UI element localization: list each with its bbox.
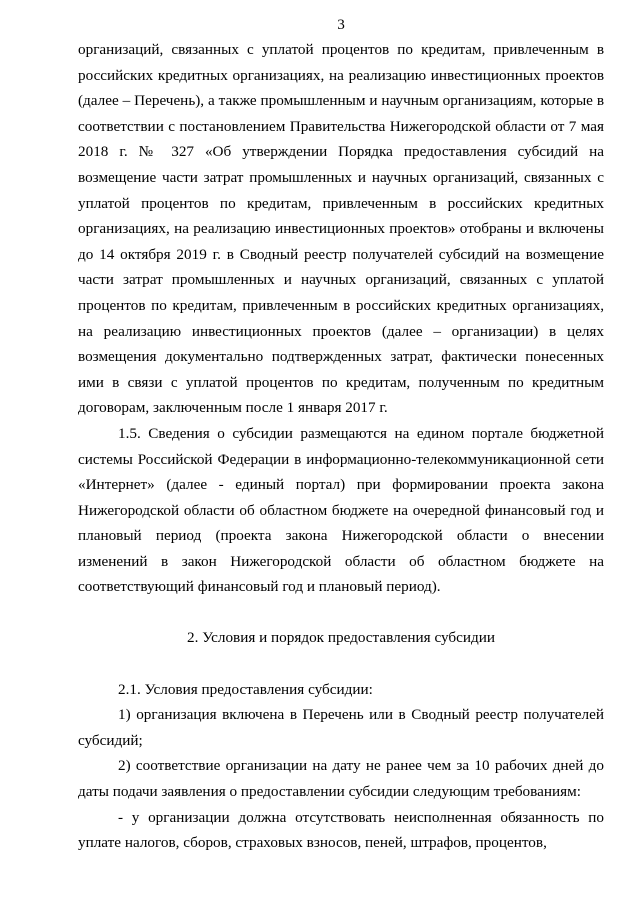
paragraph-item-1: 1) организация включена в Перечень или в Сводный реестр получателей субсидий; [78, 706, 604, 749]
paragraph-item-2: 2) соответствие организации на дату не ранее чем за 10 рабочих дней до даты подачи заявления о предоставлении субсидии следующим требованиям: [78, 757, 604, 801]
section-heading: 2. Условия и порядок предоставления субсидии [187, 629, 495, 647]
paragraph-requirement-taxes: - у организации должна отсутствовать неисполненная обязанность по уплате налогов, сборов, страховых взносов, пеней, штрафов, процентов, [78, 808, 604, 852]
paragraph-1-5: 1.5. Сведения о субсидии размещаются на едином портале бюджетной системы Российской Федерации в информационно-телекоммуникационной сети «Интернет» (далее - единый портал) при формировании проекта закона Нижегородской области об областном бюджете на очередной финансовый год и плановый период (проекта закона Нижегородской области о внесении изменений в закон Нижегородской области об областном бюджете на соответствующий финансовый год и плановый период). [78, 424, 604, 596]
paragraph-continuation: организаций, связанных с уплатой процентов по кредитам, привлеченным в российских кредитных организациях, на реализацию инвестиционных проектов (далее – Перечень), а также промышленным и научным организациям, которые в соответствии с постановлением Правительства Нижегородской области от 7 мая 2018 г. № 327 «Об утверждении Порядка предоставления субсидий на возмещение части затрат промышленных и научных организаций, связанных с уплатой процентов по кредитам, привлеченным в российских кредитных организациях, на реализацию инвестиционных проектов» отобраны и включены до 14 октября 2019 г. в Сводный реестр получателей субсидий на возмещение части затрат промышленных и научных организаций, связанных с уплатой процентов по кредитам, привлеченным в российских кредитных организациях, на реализацию инвестиционных проектов (далее – организации) в целях возмещения документально подтвержденных затрат, фактически понесенных ими в связи с уплатой процентов по кредитам, полученным по кредитным договорам, заключенным после 1 января 2017 г. [78, 41, 604, 417]
paragraph-2-1: 2.1. Условия предоставления субсидии: [118, 680, 373, 698]
page-number: 3 [337, 16, 345, 33]
